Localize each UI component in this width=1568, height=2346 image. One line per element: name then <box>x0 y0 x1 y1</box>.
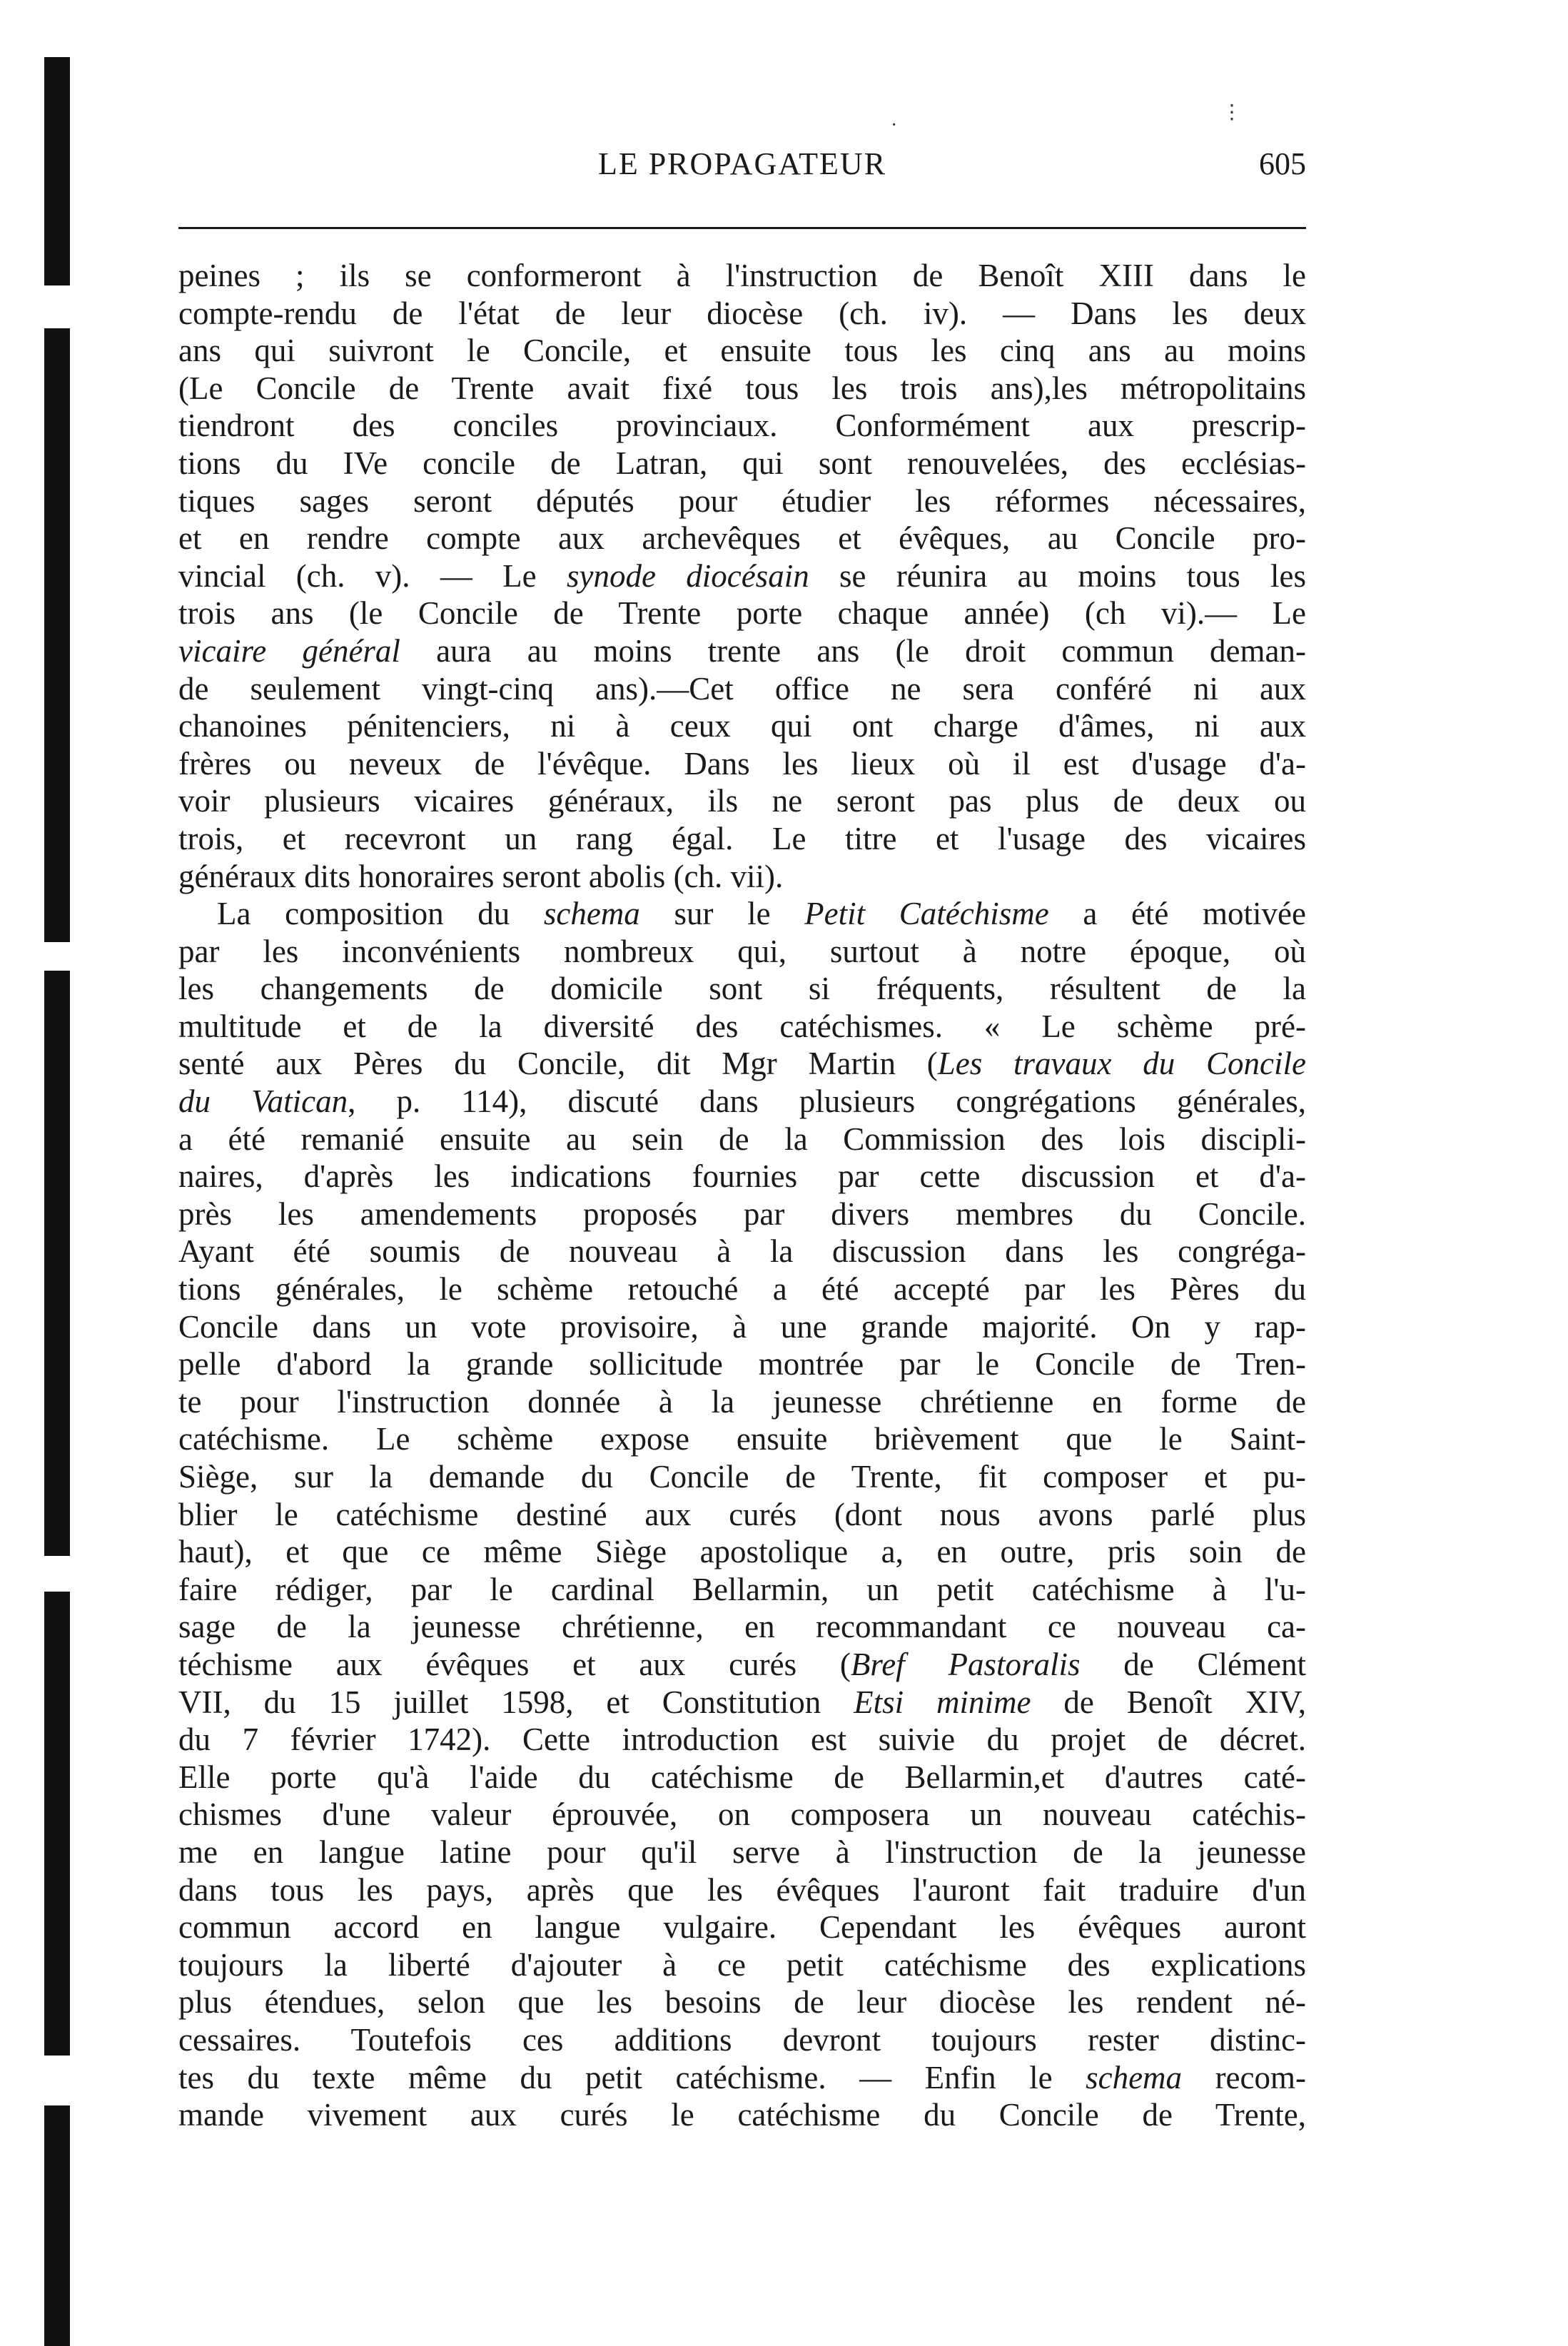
text-line: vincial (ch. v). — Le synode diocésain se réunira au moins tous les <box>178 557 1307 594</box>
body-text <box>178 257 1306 2134</box>
text-line: Siège, sur la demande du Concile de Trente, fit composer et pu- <box>178 1459 1306 1495</box>
text-line: pelle d'abord la grande sollicitude montrée par le Concile de Tren- <box>178 1346 1306 1382</box>
text-line: trois, et recevront un rang égal. Le titre et l'usage des vicaires <box>178 820 1306 856</box>
text-line: haut), et que ce même Siège apostolique a, en outre, pris soin de <box>178 1534 1306 1570</box>
text-line: les changements de domicile sont si fréquents, résultent de la <box>178 971 1306 1007</box>
text-line: Concile dans un vote provisoire, à une grande majorité. On y rap- <box>178 1308 1306 1345</box>
text-line: ans qui suivront le Concile, et ensuite tous les cinq ans au moins <box>178 333 1306 369</box>
text-line: près les amendements proposés par divers membres du Concile. <box>178 1195 1306 1232</box>
text-line: plus étendues, selon que les besoins de leur diocèse les rendent né- <box>178 1984 1306 2021</box>
text-line: vicaire général aura au moins trente ans (le droit commun deman- <box>178 632 1306 669</box>
running-title: LE PROPAGATEUR <box>597 146 887 181</box>
text-line: du Vatican, p. 114), discuté dans plusieurs congrégations générales, <box>178 1083 1306 1120</box>
text-line: du 7 février 1742). Cette introduction est suivie du projet de décret. <box>178 1721 1306 1758</box>
text-line: VII, du 15 juillet 1598, et Constitution Etsi minime de Benoît XIV, <box>178 1684 1306 1720</box>
text-line: voir plusieurs vicaires généraux, ils ne seront pas plus de deux ou <box>178 783 1306 819</box>
text-line: Ayant été soumis de nouveau à la discussion dans les congréga- <box>178 1233 1306 1270</box>
text-line: faire rédiger, par le cardinal Bellarmin, un petit catéchisme à l'u- <box>178 1571 1306 1607</box>
text-line: tions du IVe concile de Latran, qui sont renouvelées, des ecclésias- <box>178 445 1306 481</box>
scan-binding-edge <box>44 57 70 2346</box>
text-line: mande vivement aux curés le catéchisme du Concile de Trente, <box>178 2097 1306 2133</box>
text-line: a été remanié ensuite au sein de la Commission des lois discipli- <box>178 1121 1306 1157</box>
text-line: (Le Concile de Trente avait fixé tous les trois ans),les métropolitains <box>178 370 1306 406</box>
text-line: naires, d'après les indications fournies par cette discussion et d'a- <box>178 1158 1306 1195</box>
text-line: par les inconvénients nombreux qui, surtout à notre époque, où <box>178 933 1306 969</box>
header-rule <box>178 227 1306 229</box>
scan-edge-gap <box>44 2056 70 2105</box>
text-line: de seulement vingt-cinq ans).—Cet office ne sera conféré ni aux <box>178 670 1306 707</box>
text-line: tes du texte même du petit catéchisme. — Enfin le schema recom- <box>178 2059 1306 2095</box>
page-number: 605 <box>1259 146 1306 181</box>
text-line: multitude et de la diversité des catéchismes. « Le schème pré- <box>178 1008 1306 1044</box>
scan-speck: ⋮ <box>1222 101 1242 123</box>
text-line: commun accord en langue vulgaire. Cependant les évêques auront <box>178 1909 1306 1946</box>
text-line: chanoines pénitenciers, ni à ceux qui ont charge d'âmes, ni aux <box>178 708 1306 744</box>
text-line: généraux dits honoraires seront abolis (ch. vii). <box>178 858 784 894</box>
text-line: blier le catéchisme destiné aux curés (dont nous avons parlé plus <box>178 1496 1306 1532</box>
text-line: et en rendre compte aux archevêques et évêques, au Concile pro- <box>178 520 1306 557</box>
text-line: tiques sages seront députés pour étudier les réformes nécessaires, <box>178 482 1306 519</box>
text-line: sage de la jeunesse chrétienne, en recommandant ce nouveau ca- <box>178 1609 1306 1645</box>
text-line: chismes d'une valeur éprouvée, on composera un nouveau catéchis- <box>178 1796 1306 1833</box>
text-line: trois ans (le Concile de Trente porte chaque année) (ch vi).— Le <box>178 595 1306 632</box>
scan-edge-gap <box>44 285 70 328</box>
text-line: téchisme aux évêques et aux curés (Bref Pastoralis de Clément <box>178 1646 1306 1682</box>
running-head <box>178 146 1306 196</box>
text-line: me en langue latine pour qu'il serve à l'instruction de la jeunesse <box>178 1834 1306 1870</box>
paragraph-start-line: La composition du schema sur le Petit Catéchisme a été motivée <box>217 896 1306 932</box>
scan-edge-gap <box>44 942 70 971</box>
scan-speck: · <box>891 114 898 136</box>
text-line: catéchisme. Le schème expose ensuite brièvement que le Saint- <box>178 1421 1306 1457</box>
text-line: tions générales, le schème retouché a été accepté par les Pères du <box>178 1271 1306 1308</box>
scan-edge-gap <box>44 1556 70 1592</box>
text-line: tiendront des conciles provinciaux. Conformément aux prescrip- <box>178 408 1306 444</box>
text-line: peines ; ils se conformeront à l'instruction de Benoît XIII dans le <box>178 258 1306 293</box>
text-line: senté aux Pères du Concile, dit Mgr Martin (Les travaux du Concile <box>178 1046 1306 1082</box>
text-line: Elle porte qu'à l'aide du catéchisme de Bellarmin,et d'autres caté- <box>178 1759 1306 1795</box>
text-line: cessaires. Toutefois ces additions devront toujours rester distinc- <box>178 2021 1306 2058</box>
text-line: compte-rendu de l'état de leur diocèse (ch. iv). — Dans les deux <box>178 295 1306 331</box>
text-line: frères ou neveux de l'évêque. Dans les lieux où il est d'usage d'a- <box>178 745 1306 782</box>
text-line: te pour l'instruction donnée à la jeunesse chrétienne en forme de <box>178 1383 1306 1420</box>
text-line: toujours la liberté d'ajouter à ce petit catéchisme des explications <box>178 1946 1306 1983</box>
text-line: dans tous les pays, après que les évêques l'auront fait traduire d'un <box>178 1871 1306 1908</box>
